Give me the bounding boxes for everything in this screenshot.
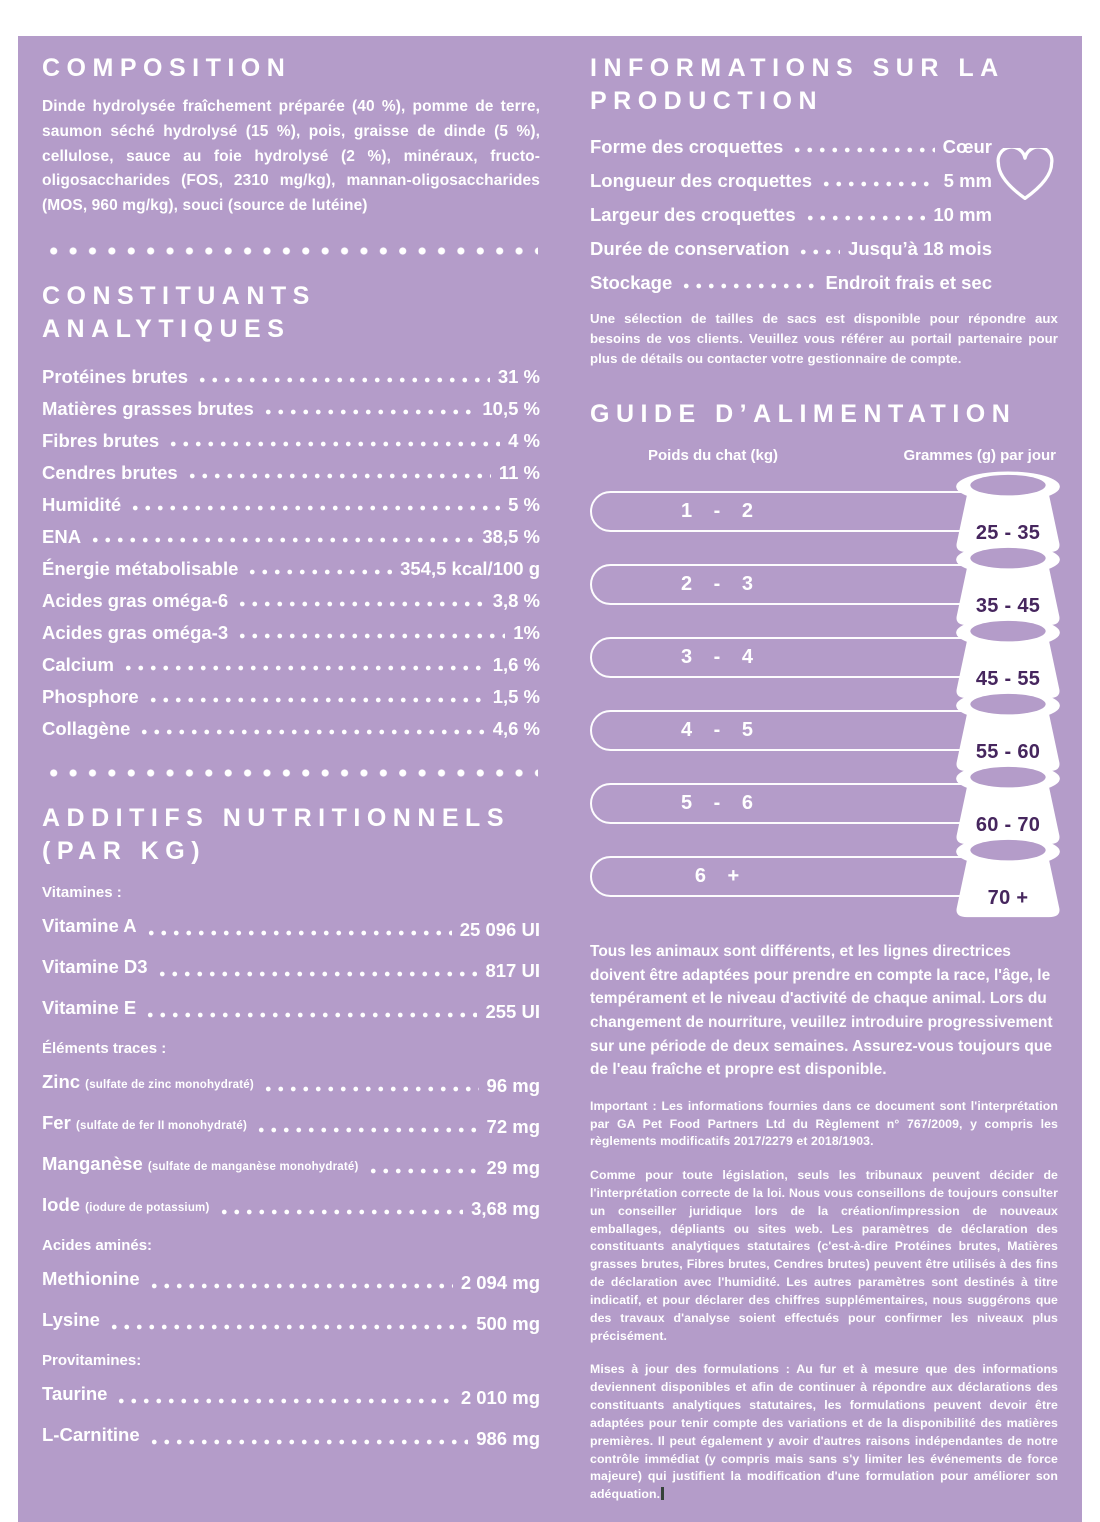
constituent-label: Énergie métabolisable — [42, 557, 239, 579]
weight-range: 3 - 4 — [680, 646, 756, 669]
additive-row — [42, 1381, 540, 1410]
additive-value: 72 mg — [486, 1115, 540, 1137]
provit-rows — [42, 1381, 540, 1451]
constituent-value: 31 % — [497, 365, 540, 387]
traces-heading: Éléments traces : — [42, 1039, 167, 1057]
legal-paragraph-formulations-text: Mises à jour des formulations : Au fur et à mesure que des informations deviennent disponibles et afin de continuer à répondre aux déclarations des constituants analytiques statutaires, les formulations peuvent devoir être adaptées pour tenir compte des variations et de la disponibilité des matières premières. Il peut également y avoir d'autres raisons indépendantes de notre contrôle immédiat (y compris mais sans s'y limiter les événements de force majeure) qui justifient la modification d'une formulation pour améliorer son adéquation. — [590, 1362, 1058, 1502]
constituent-label: Humidité — [42, 493, 122, 515]
constituent-row — [42, 556, 540, 581]
additive-label — [42, 1192, 210, 1221]
additive-row — [42, 1110, 540, 1139]
dot-leader — [108, 1324, 468, 1330]
constituent-value: 4,6 % — [492, 717, 540, 739]
constituent-row — [42, 684, 540, 709]
additive-value: 96 mg — [486, 1074, 540, 1096]
production-title-line1: INFORMATIONS SUR LA — [590, 54, 1005, 82]
production-label: Stockage — [590, 272, 673, 293]
additive-row — [42, 1422, 540, 1451]
additive-label-sub: (sulfate de zinc monohydraté) — [85, 1078, 254, 1091]
production-value: Cœur — [942, 136, 992, 157]
constituent-row — [42, 652, 540, 677]
constituent-label: Protéines brutes — [42, 365, 188, 387]
weight-range: 2 - 3 — [680, 573, 756, 596]
left-column — [42, 48, 540, 1504]
additive-label-main: Taurine — [42, 1382, 108, 1404]
right-column — [590, 48, 1058, 1504]
additive-label — [42, 1381, 107, 1410]
production-label: Durée de conservation — [590, 238, 790, 259]
dot-leader — [89, 537, 474, 543]
vitamines-rows — [42, 913, 540, 1024]
constituent-value: 354,5 kcal/100 g — [400, 557, 540, 579]
composition-title: COMPOSITION — [42, 54, 292, 82]
constituent-row — [42, 620, 540, 645]
production-row — [590, 134, 992, 159]
constituent-row — [42, 716, 540, 741]
production-section — [590, 52, 1058, 295]
constituent-label: Cendres brutes — [42, 461, 178, 483]
constituent-value: 10,5 % — [482, 397, 540, 419]
grams-value: 60 - 70 — [975, 814, 1041, 837]
dot-leader — [144, 1012, 477, 1018]
additive-label-main: Lysine — [42, 1308, 100, 1330]
dot-leader — [115, 1398, 452, 1404]
guide-row — [590, 549, 1058, 622]
constituent-label: Acides gras oméga-6 — [42, 589, 229, 611]
additive-row — [42, 1151, 540, 1180]
additive-label-main: Zinc — [42, 1070, 81, 1092]
production-value: Endroit frais et sec — [825, 272, 992, 293]
guide-table-header — [590, 447, 1058, 464]
constituent-value: 38,5 % — [482, 525, 540, 547]
amino-rows — [42, 1266, 540, 1336]
dot-leader — [218, 1209, 464, 1215]
legal-paragraph-important: Important : Les informations fournies dans ce document sont l'interprétation par GA Pet Food Partners Ltd du Règlement n° 767/2009, y compris les règlements modificatifs 2017/2279 et 2018/1903. — [590, 1098, 1058, 1149]
guide-row — [590, 841, 1058, 914]
additive-label-sub: (sulfate de manganèse monohydraté) — [147, 1160, 359, 1173]
additive-label — [42, 1307, 100, 1336]
constituent-label: Calcium — [42, 653, 114, 675]
additifs-title-line1: ADDITIFS NUTRITIONNELS — [42, 803, 510, 832]
dotted-divider — [44, 246, 538, 256]
additive-row — [42, 1192, 540, 1221]
constituent-value: 4 % — [508, 429, 540, 451]
additive-value: 2 094 mg — [460, 1271, 540, 1293]
feeding-advice: Tous les animaux sont différents, et les lignes directrices doivent être adaptées pour prendre en compte la race, l'âge, le tempérament et le niveau d'activité de chaque animal. Lors du changement de nourriture, veuillez introduire progressivement sur une période de deux semaines. Assurez-vous toujours que de l'eau fraîche et propre est disponible. — [590, 943, 1053, 1079]
additive-value: 986 mg — [476, 1427, 540, 1449]
production-row — [590, 168, 992, 193]
weight-range: 1 - 2 — [680, 500, 756, 523]
bag-sizes-note: Une sélection de tailles de sacs est disponible pour répondre aux besoins de vos clients. Veuillez vous référer au portail partenaire pour plus de détails ou contacter votre gestionnaire de compte. — [590, 311, 1058, 366]
composition-body: Dinde hydrolysée fraîchement préparée (40 %), pomme de terre, saumon séché hydrolysé (15 %), pois, graisse de dinde (5 %), cellulose, sauce au foie hydrolysé (2 %), minéraux, fructo-oligosaccharides (FOS, 2310 mg/kg), mannan-oligosaccharides (MOS, 960 mg/kg), souci (source de lutéine) — [42, 98, 540, 215]
traces-rows — [42, 1069, 540, 1221]
guide-rows — [590, 476, 1058, 914]
text-cursor — [661, 1487, 664, 1500]
dot-leader — [156, 971, 478, 977]
constituent-label: ENA — [42, 525, 82, 547]
weight-range: 5 - 6 — [680, 792, 756, 815]
guide-row — [590, 622, 1058, 695]
additive-value: 3,68 mg — [471, 1197, 540, 1219]
constituent-row — [42, 364, 540, 389]
additive-label-sub: (iodure de potassium) — [85, 1201, 210, 1214]
dot-leader — [148, 1439, 469, 1445]
dot-leader — [820, 181, 936, 187]
production-row — [590, 202, 992, 227]
bowl-icon — [952, 835, 1064, 923]
constituants-rows — [42, 364, 540, 741]
constituent-row — [42, 460, 540, 485]
additive-value: 25 096 UI — [459, 918, 540, 940]
additive-label — [42, 954, 148, 983]
constituent-value: 1,5 % — [492, 685, 540, 707]
guide-row — [590, 695, 1058, 768]
constituent-row — [42, 428, 540, 453]
guide-col1-header: Poids du chat (kg) — [648, 447, 779, 465]
dot-leader — [367, 1168, 479, 1174]
additive-label-main: Methionine — [42, 1267, 140, 1289]
additive-label-main: Iode — [42, 1193, 81, 1215]
dot-leader — [129, 505, 500, 511]
dot-leader — [186, 473, 491, 479]
additive-row — [42, 1069, 540, 1098]
additive-label-main: Vitamine D3 — [42, 955, 148, 977]
dot-leader — [236, 633, 505, 639]
grams-value: 25 - 35 — [975, 522, 1041, 545]
dot-leader — [148, 1283, 453, 1289]
grams-value: 35 - 45 — [975, 595, 1041, 618]
weight-range: 4 - 5 — [680, 719, 756, 742]
production-label: Forme des croquettes — [590, 136, 784, 157]
vitamines-heading: Vitamines : — [42, 883, 122, 901]
production-row — [590, 270, 992, 295]
dot-leader — [804, 215, 926, 221]
dot-leader — [147, 697, 485, 703]
constituent-value: 1% — [513, 621, 540, 643]
dotted-divider — [44, 768, 538, 778]
additifs-title — [42, 802, 540, 868]
additive-label-main: L-Carnitine — [42, 1423, 140, 1445]
dot-leader — [262, 409, 475, 415]
datasheet-panel — [18, 36, 1082, 1522]
additive-label — [42, 1110, 247, 1139]
production-label: Largeur des croquettes — [590, 204, 796, 225]
dot-leader — [145, 930, 452, 936]
additive-label-sub: (sulfate de fer II monohydraté) — [75, 1119, 247, 1132]
additive-row — [42, 913, 540, 942]
additive-label-main: Vitamine E — [42, 996, 137, 1018]
additive-value: 255 UI — [485, 1000, 540, 1022]
dot-leader — [255, 1127, 479, 1133]
additive-row — [42, 954, 540, 983]
heart-icon — [994, 148, 1056, 206]
constituent-value: 5 % — [508, 493, 540, 515]
production-title-line2: PRODUCTION — [590, 87, 824, 115]
production-row — [590, 236, 992, 261]
constituent-row — [42, 396, 540, 421]
additive-label — [42, 1069, 254, 1098]
guide-col2-header: Grammes (g) par jour — [903, 447, 1056, 465]
additive-label — [42, 1151, 359, 1180]
production-value: 5 mm — [943, 170, 992, 191]
constituent-label: Matières grasses brutes — [42, 397, 254, 419]
production-value: 10 mm — [933, 204, 992, 225]
constituent-value: 3,8 % — [492, 589, 540, 611]
legal-paragraph-formulations — [590, 1361, 1058, 1504]
additive-value: 500 mg — [476, 1312, 540, 1334]
dot-leader — [262, 1086, 479, 1092]
constituants-title-line2: ANALYTIQUES — [42, 314, 291, 343]
dot-leader — [680, 283, 817, 289]
additive-label — [42, 913, 137, 942]
constituants-title — [42, 280, 540, 346]
guide-row — [590, 768, 1058, 841]
dot-leader — [236, 601, 485, 607]
dot-leader — [167, 441, 500, 447]
production-title — [590, 52, 1058, 118]
additive-label — [42, 1422, 140, 1451]
grams-value: 55 - 60 — [975, 741, 1041, 764]
additive-label — [42, 995, 136, 1024]
dot-leader — [122, 665, 485, 671]
guide-row — [590, 476, 1058, 549]
dot-leader — [138, 729, 484, 735]
provit-heading: Provitamines: — [42, 1351, 142, 1369]
guide-title: GUIDE D’ALIMENTATION — [590, 400, 1017, 429]
additive-label — [42, 1266, 140, 1295]
constituent-row — [42, 588, 540, 613]
constituent-row — [42, 524, 540, 549]
dot-leader — [797, 249, 840, 255]
production-rows — [590, 134, 992, 295]
additive-row — [42, 1307, 540, 1336]
constituants-title-line1: CONSTITUANTS — [42, 281, 316, 310]
additive-label-main: Fer — [42, 1111, 71, 1133]
production-label: Longueur des croquettes — [590, 170, 813, 191]
constituent-row — [42, 492, 540, 517]
constituent-value: 11 % — [498, 461, 540, 483]
dot-leader — [246, 569, 392, 575]
additive-value: 817 UI — [485, 959, 540, 981]
constituent-label: Collagène — [42, 717, 131, 739]
weight-range: 6 + — [694, 865, 742, 888]
dot-leader — [791, 147, 934, 153]
additive-value: 2 010 mg — [460, 1386, 540, 1408]
constituent-value: 1,6 % — [492, 653, 540, 675]
legal-paragraph-legislation: Comme pour toute législation, seuls les tribunaux peuvent décider de l'interprétation correcte de la loi. Nous vous conseillons de toujours consulter un conseiller juridique lors de la création/impression de nouveaux emballages, dépliants ou sites web. Les paramètres de déclaration des constituants analytiques statutaires (c'est-à-dire Protéines brutes, Matières grasses brutes, Fibres brutes, Cendres brutes) peuvent être utilisés à des fins de déclaration avec l'humidité. Les autres paramètres sont destinés à titre indicatif, et pour déclarer des chiffres supplémentaires, nous suggérons que des travaux d'analyse soient effectués pour confirmer les niveaux plus précisément. — [590, 1168, 1058, 1343]
dot-leader — [196, 377, 490, 383]
production-value: Jusqu’à 18 mois — [848, 238, 992, 259]
amino-heading: Acides aminés: — [42, 1236, 153, 1254]
additive-row — [42, 1266, 540, 1295]
grams-value: 70 + — [987, 887, 1029, 910]
additive-label-main: Vitamine A — [42, 914, 137, 936]
additive-row — [42, 995, 540, 1024]
constituent-label: Fibres brutes — [42, 429, 160, 451]
additifs-title-line2: (PAR KG) — [42, 836, 207, 865]
grams-value: 45 - 55 — [975, 668, 1041, 691]
constituent-label: Acides gras oméga-3 — [42, 621, 229, 643]
additive-value: 29 mg — [486, 1156, 540, 1178]
constituent-label: Phosphore — [42, 685, 139, 707]
additive-label-main: Manganèse — [42, 1152, 143, 1174]
